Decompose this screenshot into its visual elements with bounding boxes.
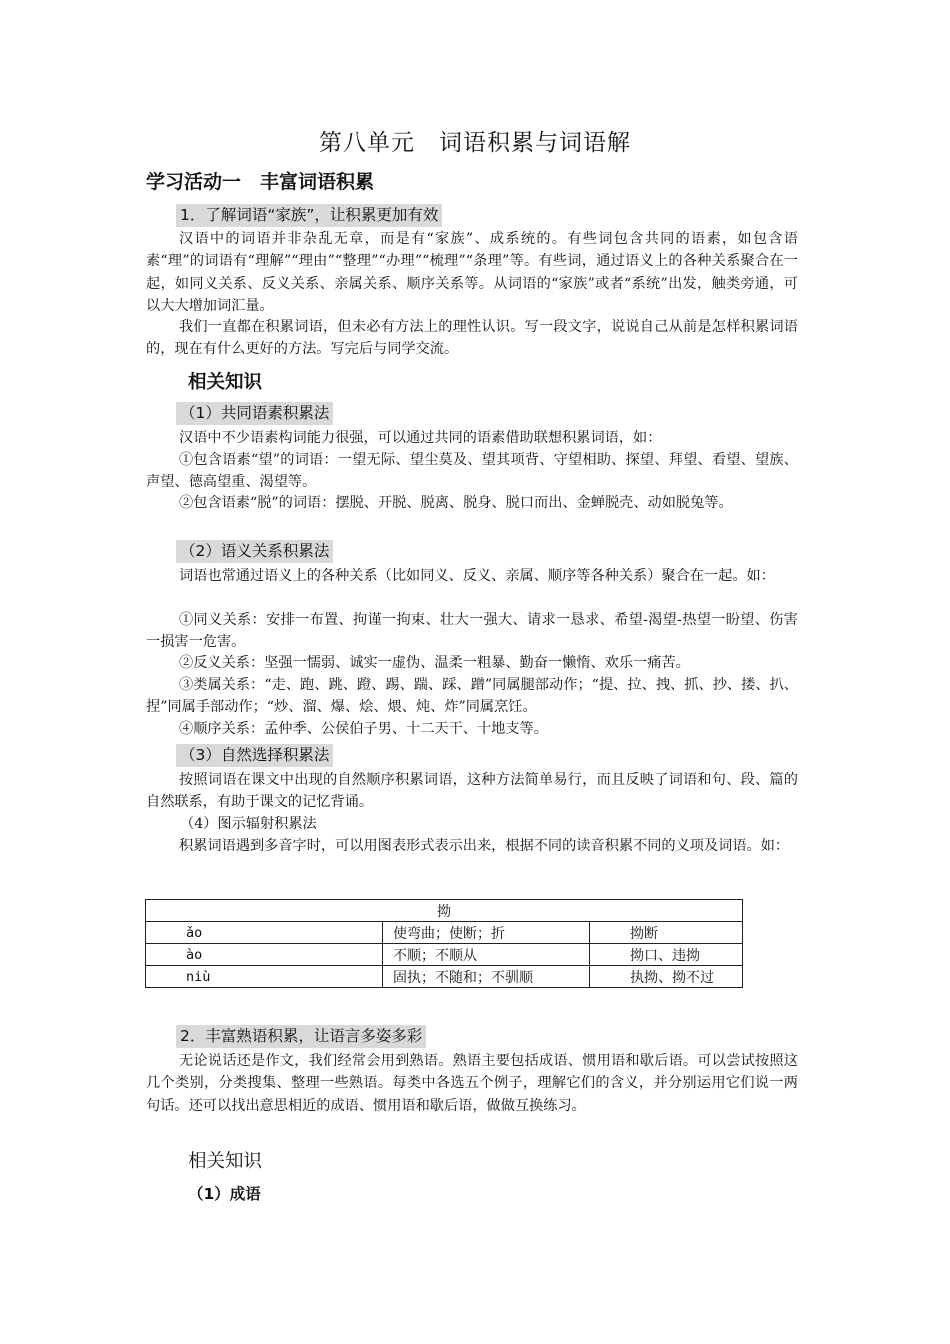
page-title: 第八单元 词语积累与词语解 <box>319 130 631 156</box>
subheading-idioms: （1）成语 <box>188 1185 261 1203</box>
table-meaning: 固执；不随和；不驯顺 <box>383 966 590 988</box>
method1-paragraph-3: ②包含语素“脱”的词语：摆脱、开脱、脱离、脱身、脱口而出、金蝉脱壳、动如脱兔等。 <box>179 495 733 511</box>
table-meaning: 使弯曲；使断；折 <box>383 922 590 944</box>
table-meaning: 不顺；不顺从 <box>383 944 590 966</box>
polyphonic-character-table <box>145 899 743 988</box>
method4-paragraph-1: 积累词语遇到多音字时，可以用图表形式表示出来，根据不同的读音积累不同的义项及词语。如： <box>179 838 790 854</box>
table-pinyin: ào <box>146 944 383 966</box>
table-row <box>146 922 743 944</box>
section2-paragraph-1: 无论说话还是作文，我们经常会用到熟语。熟语主要包括成语、惯用语和歇后语。可以尝试按照这几个类别，分类搜集、整理一些熟语。每类中各选五个例子，理解它们的含义，并分别运用它们说一两句话。还可以找出意思相近的成语、惯用语和歇后语，做做互换练习。 <box>146 1053 798 1114</box>
method2-heading: （2）语义关系积累法 <box>176 540 333 563</box>
method2-paragraph-3: ②反义关系：坚强一懦弱、诚实一虚伪、温柔一粗暴、勤奋一懒惰、欢乐一痛苦。 <box>179 655 690 671</box>
method3-paragraph-1: 按照词语在课文中出现的自然顺序积累词语，这种方法简单易行，而且反映了词语和句、段、篇的自然联系，有助于课文的记忆背诵。 <box>146 772 798 811</box>
table-words: 拗口、违拗 <box>590 944 743 966</box>
method3-heading: （3）自然选择积累法 <box>176 744 333 767</box>
related-knowledge-heading-1: 相关知识 <box>188 372 263 393</box>
table-pinyin: ǎo <box>146 922 383 944</box>
method2-paragraph-2: ①同义关系：安排一布置、拘谨一拘束、壮大一强大、请求一恳求、希望-渴望-热望一盼望、伤害一损害一危害。 <box>146 612 798 651</box>
method2-paragraph-4: ③类属关系：“走、跑、跳、蹬、踢、踹、踩、蹭”同属腿部动作；“提、拉、拽、抓、抄、搂、扒、捏”同属手部动作；“炒、溜、爆、烩、煨、炖、炸”同属烹饪。 <box>146 677 798 716</box>
method4-heading: （4）图示辐射积累法 <box>180 816 317 832</box>
method1-paragraph-1: 汉语中不少语素构词能力很强，可以通过共同的语素借助联想积累词语，如： <box>179 430 662 446</box>
section-heading-2: 2．丰富熟语积累，让语言多姿多彩 <box>176 1025 426 1048</box>
method1-heading: （1）共同语素积累法 <box>176 402 333 425</box>
table-row <box>146 966 743 988</box>
table-character: 拗 <box>146 900 743 922</box>
table-words: 执拗、拗不过 <box>590 966 743 988</box>
method2-paragraph-1: 词语也常通过语义上的各种关系（比如同义、反义、亲属、顺序等各种关系）聚合在一起。如： <box>179 568 775 584</box>
method1-paragraph-2: ①包含语素“望”的词语：一望无际、望尘莫及、望其项背、守望相助、探望、拜望、看望、望族、声望、德高望重、渴望等。 <box>146 452 798 491</box>
section1-paragraph-1: 汉语中的词语并非杂乱无章，而是有“家族”、成系统的。有些词包含共同的语素，如包含语素“理”的词语有“理解”“理由”“整理”“办理”“梳理”“条理”等。有些词，通过语义上的各种关系聚合在一起，如同义关系、反义关系、亲属关系、顺序关系等。从词语的“家族”或者“系统”出发，触类旁通，可以大大增加词汇量。 <box>146 231 798 314</box>
section1-paragraph-2: 我们一直都在积累词语，但未必有方法上的理性认识。写一段文字，说说自己从前是怎样积累词语的，现在有什么更好的方法。写完后与同学交流。 <box>146 319 798 358</box>
table-row <box>146 944 743 966</box>
table-words: 拗断 <box>590 922 743 944</box>
section-heading-1: 1．了解词语“家族”，让积累更加有效 <box>176 204 442 227</box>
related-knowledge-heading-2: 相关知识 <box>188 1151 263 1172</box>
method2-paragraph-5: ④顺序关系：孟仲季、公侯伯子男、十二天干、十地支等。 <box>179 721 548 737</box>
activity-heading: 学习活动一 丰富词语积累 <box>146 171 375 193</box>
table-pinyin: niù <box>146 966 383 988</box>
table-header-row <box>146 900 743 922</box>
